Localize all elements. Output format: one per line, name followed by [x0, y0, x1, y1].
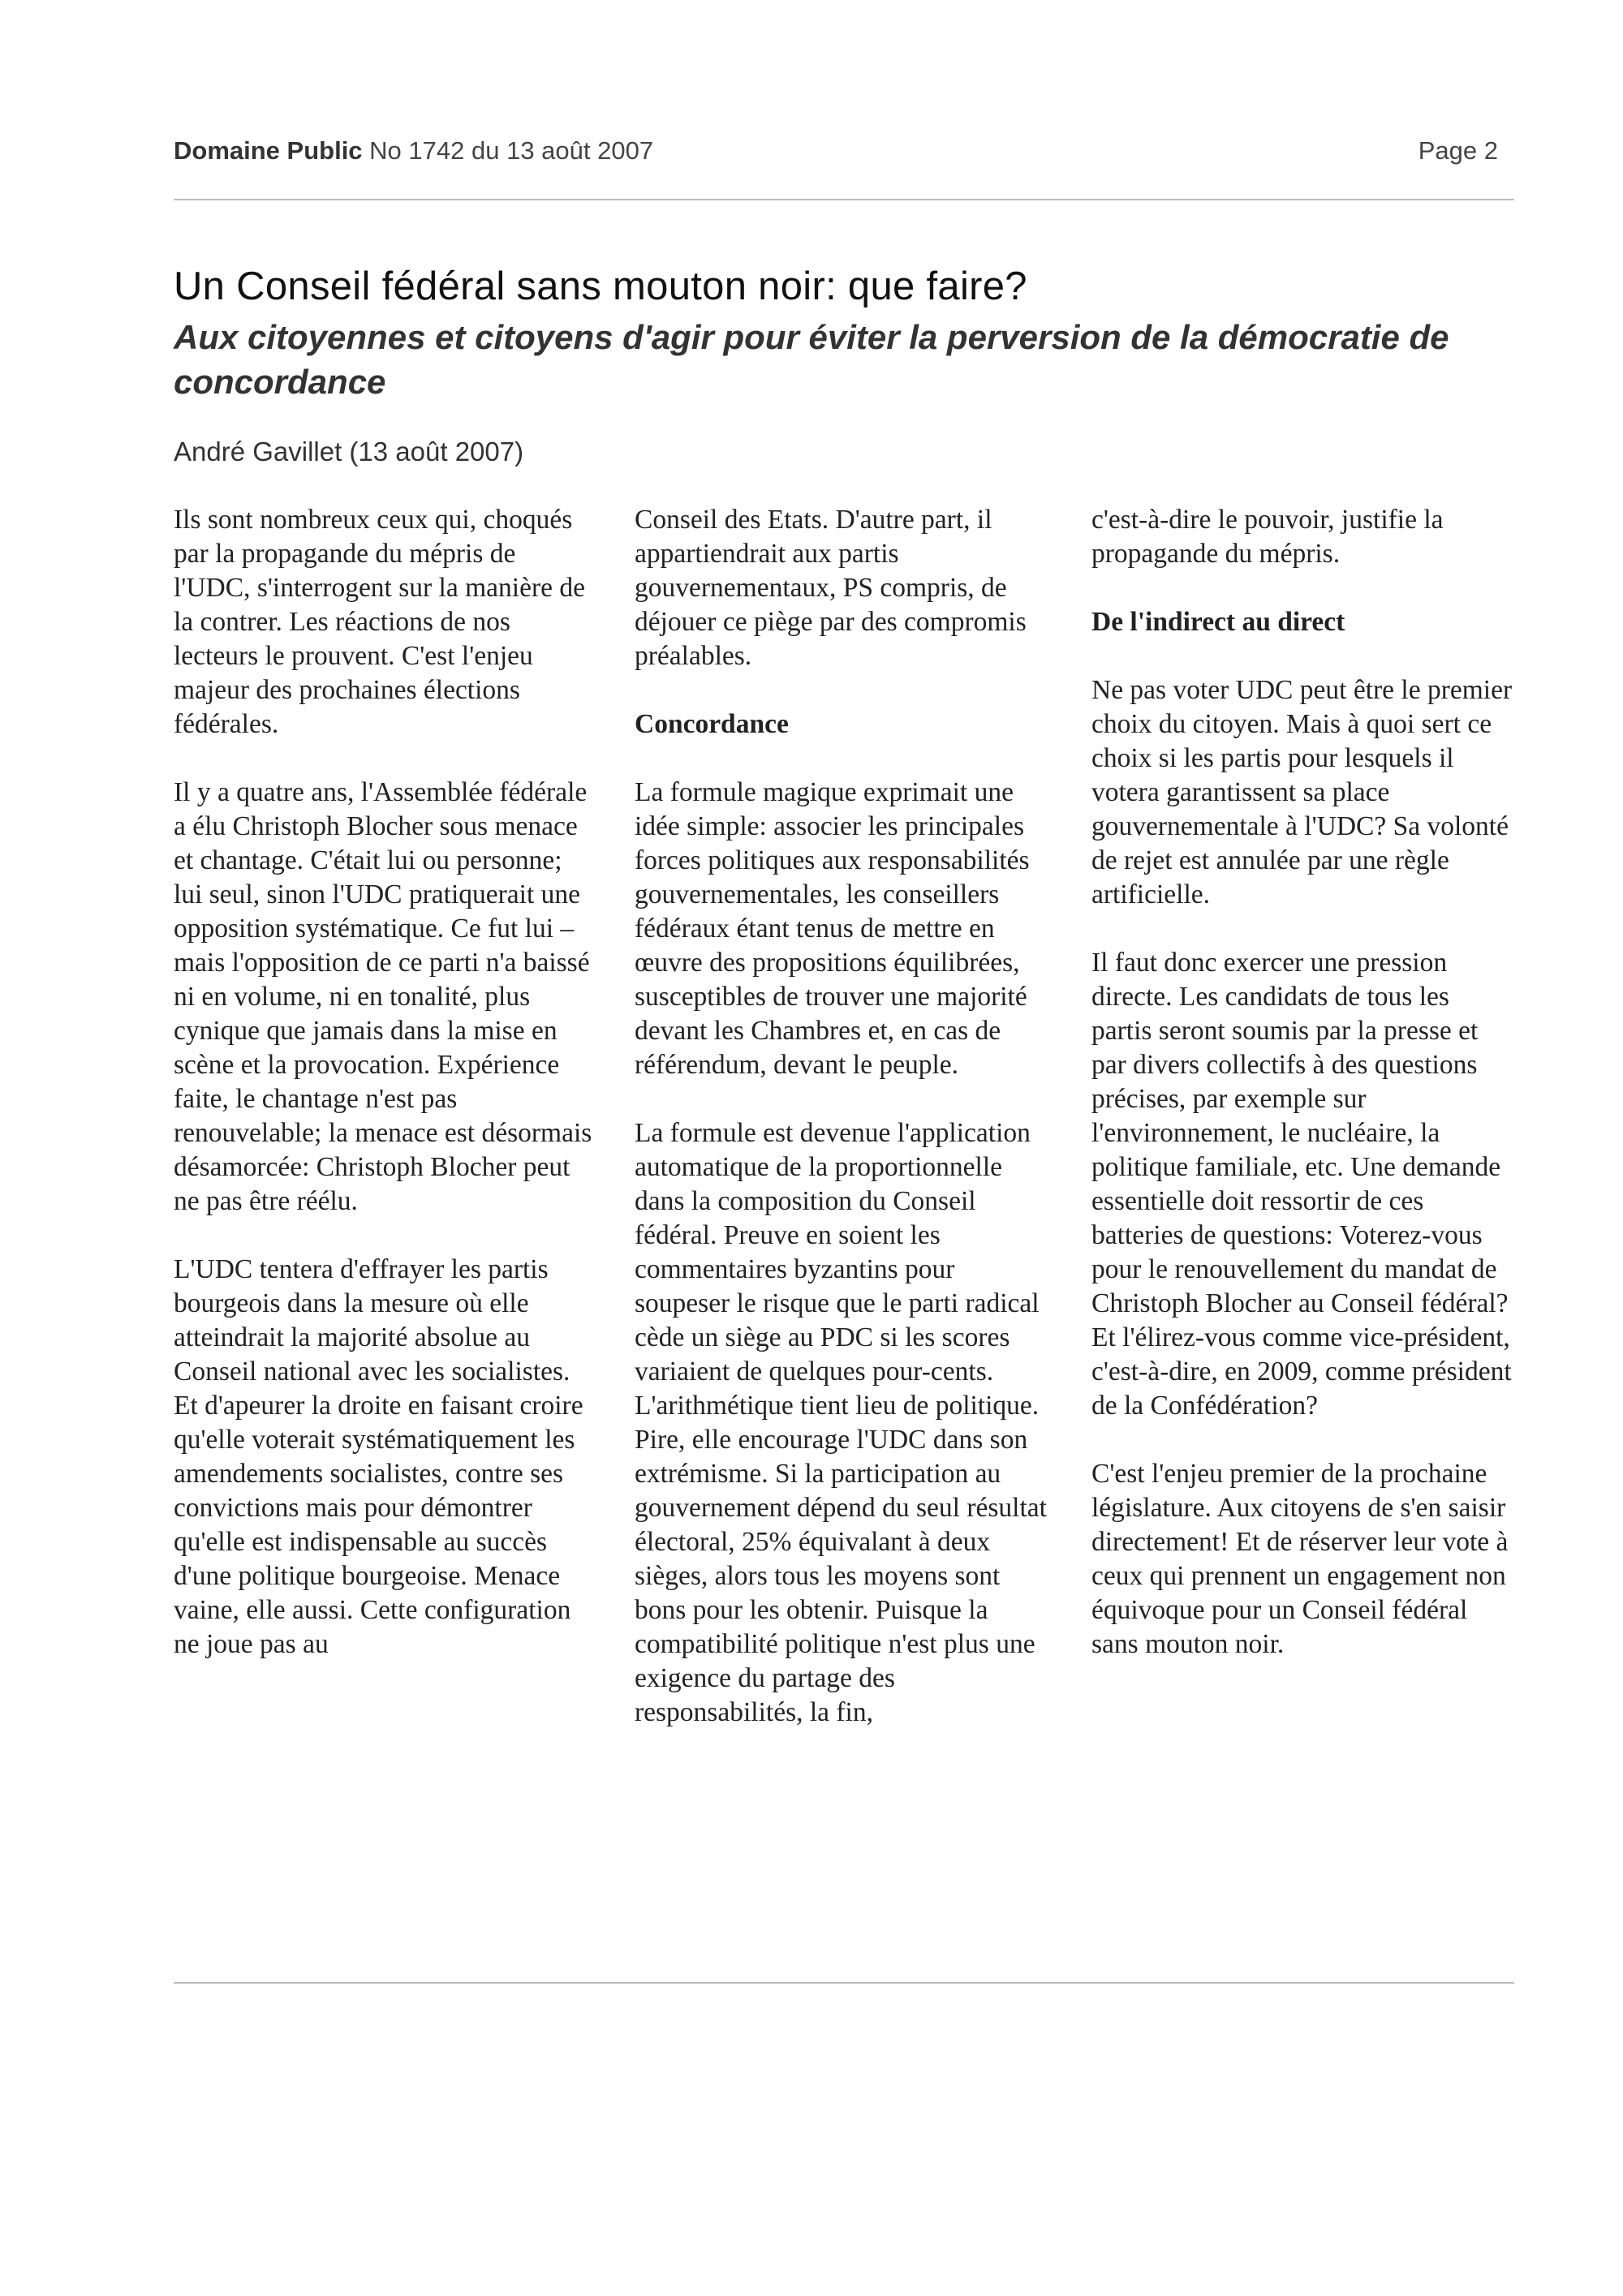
paragraph: Ils sont nombreux ceux qui, choqués par la propagande du mépris de l'UDC, s'interrogent sur la manière de la contrer. Les réactions de nos lecteurs le prouvent. C'est l'enjeu majeur des prochaines élections fédérales. — [174, 505, 585, 739]
paragraph: Ne pas voter UDC peut être le premier choix du citoyen. Mais à quoi sert ce choix si les partis pour lesquels il votera garantissent sa place gouvernementale à l'UDC? Sa volonté de rejet est annulée par une règle artificielle. — [1091, 675, 1513, 909]
paragraph: L'UDC tentera d'effrayer les partis bourgeois dans la mesure où elle atteindrait la majorité absolue au Conseil national avec les socialistes. Et d'apeurer la droite en faisant croire qu'elle voterait systématiquement les amendements socialistes, contre ses convictions mais pour démontrer qu'elle est indispensable au succès d'une politique bourgeoise. Menace vaine, elle aussi. Cette configuration ne joue pas au — [174, 1254, 583, 1659]
article-subtitle: Aux citoyennes et citoyens d'agir pour éviter la perversion de la démocratie de concordance — [174, 318, 1449, 401]
text-column-2 — [635, 503, 1057, 1764]
section-heading-concordance: Concordance — [635, 709, 789, 739]
paragraph: C'est l'enjeu premier de la prochaine législature. Aux citoyens de s'en saisir directement! Et de réserver leur vote à ceux qui prennent un engagement non équivoque pour un Conseil fédéral sans mouton noir. — [1091, 1459, 1509, 1659]
header-divider — [174, 199, 1514, 200]
paragraph: La formule magique exprimait une idée simple: associer les principales forces politiques aux responsabilités gouvernementales, les conseillers fédéraux étant tenus de mettre en œuvre des propositions équilibrées, susceptibles de trouver une majorité devant les Chambres et, en cas de référendum, devant le peuple. — [635, 777, 1030, 1080]
issue-info: No 1742 du 13 août 2007 — [369, 136, 654, 165]
byline: André Gavillet (13 août 2007) — [174, 436, 524, 467]
running-header — [174, 136, 1514, 166]
article-title: Un Conseil fédéral sans mouton noir: que faire? — [174, 264, 1027, 308]
paragraph: Il faut donc exercer une pression directe. Les candidats de tous les partis seront soumis par la presse et par divers collectifs à des questions précises, par exemple sur l'environnement, le nucléaire, la politique familiale, etc. Une demande essentielle doit ressortir de ces batteries de questions: Voterez-vous pour le renouvellement du mandat de Christoph Blocher au Conseil fédéral? Et l'élirez-vous comme vice-président, c'est-à-dire, en 2009, comme président de la Confédération? — [1091, 948, 1512, 1421]
paragraph: c'est-à-dire le pouvoir, justifie la propagande du mépris. — [1091, 505, 1444, 569]
text-column-3 — [1091, 503, 1513, 1696]
section-heading-indirect-direct: De l'indirect au direct — [1091, 607, 1345, 637]
publication-name: Domaine Public — [174, 136, 363, 165]
text-column-1 — [174, 503, 596, 1696]
page-number: Page 2 — [1418, 136, 1498, 165]
footer-divider — [174, 1982, 1514, 1984]
paragraph: La formule est devenue l'application automatique de la proportionnelle dans la composition du Conseil fédéral. Preuve en soient les commentaires byzantins pour soupeser le risque que le parti radical cède un siège au PDC si les scores variaient de quelques pour-cents. L'arithmétique tient lieu de politique. Pire, elle encourage l'UDC dans son extrémisme. Si la participation au gouvernement dépend du seul résultat électoral, 25% équivalant à deux sièges, alors tous les moyens sont bons pour les obtenir. Puisque la compatibilité politique n'est plus une exigence du partage des responsabilités, la fin, — [635, 1118, 1047, 1727]
paragraph: Il y a quatre ans, l'Assemblée fédérale a élu Christoph Blocher sous menace et chantage. C'était lui ou personne; lui seul, sinon l'UDC pratiquerait une opposition systématique. Ce fut lui – mais l'opposition de ce parti n'a baissé ni en volume, ni en tonalité, plus cynique que jamais dans la mise en scène et la provocation. Expérience faite, le chantage n'est pas renouvelable; la menace est désormais désamorcée: Christoph Blocher peut ne pas être réélu. — [174, 777, 592, 1216]
paragraph: Conseil des Etats. D'autre part, il appartiendrait aux partis gouvernementaux, PS compris, de déjouer ce piège par des compromis préalables. — [635, 505, 1027, 671]
document-page — [174, 0, 1514, 2296]
